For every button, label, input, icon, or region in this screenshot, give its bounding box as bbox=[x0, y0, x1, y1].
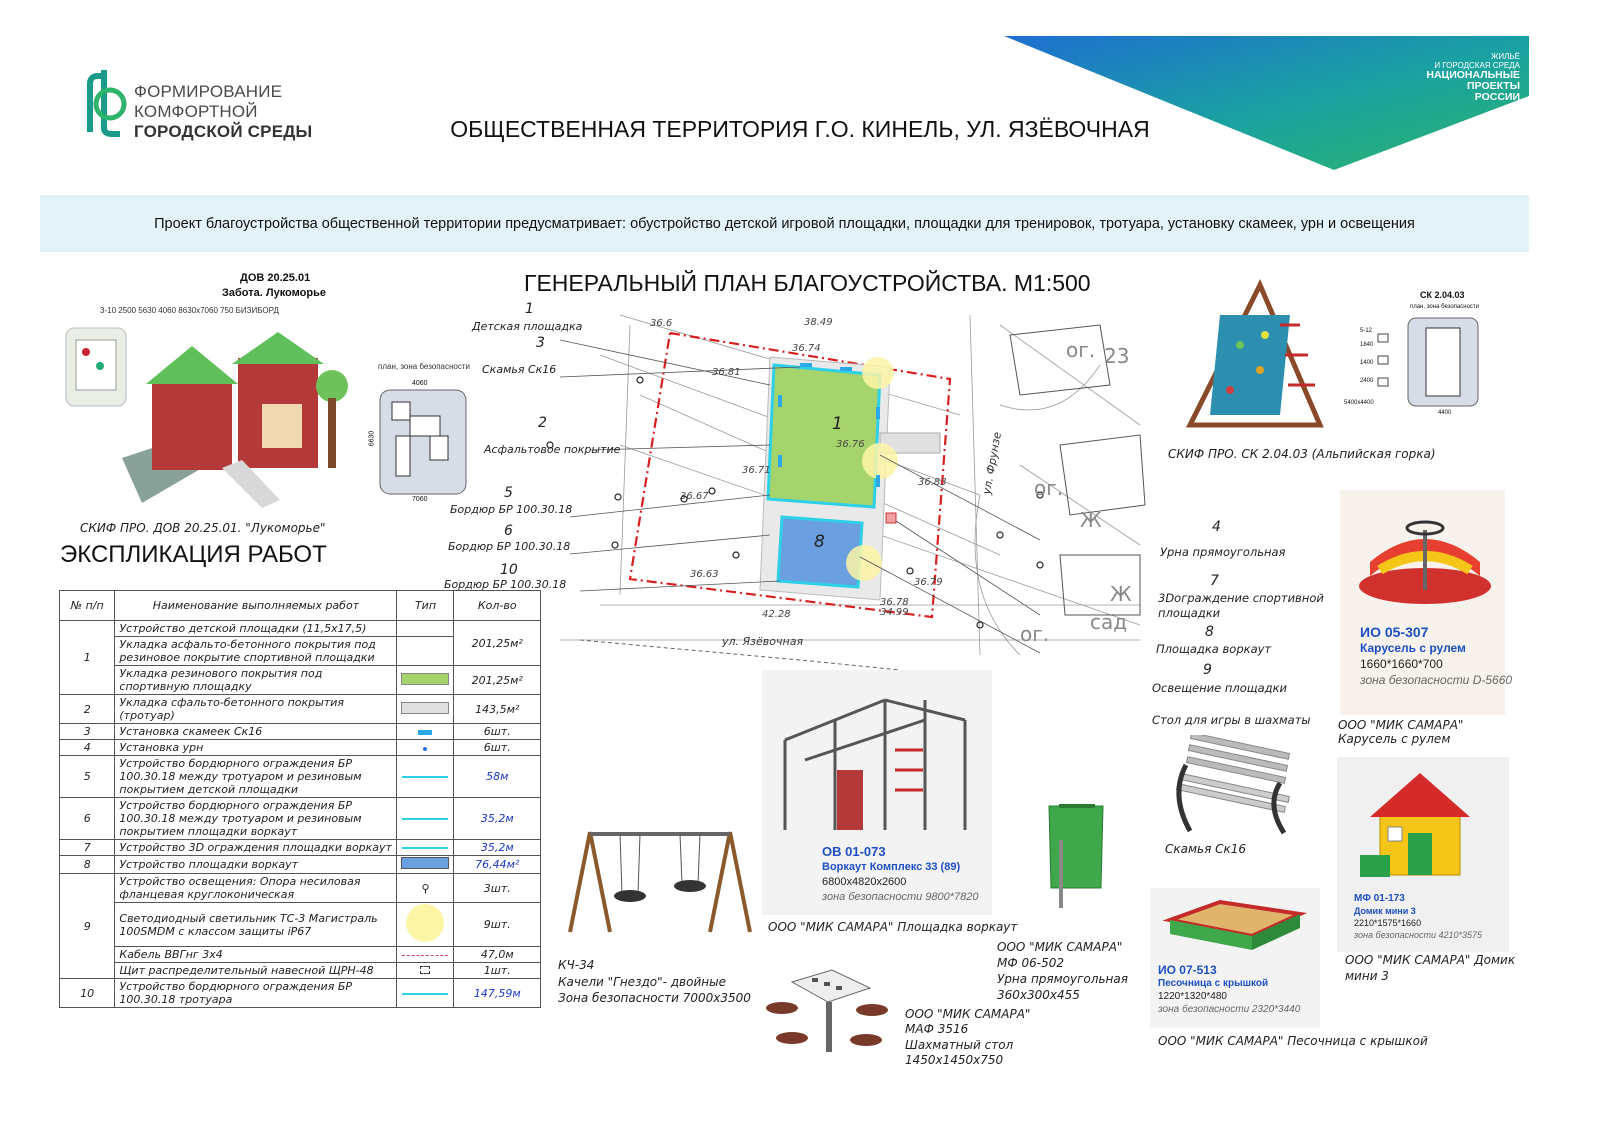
row-type bbox=[397, 740, 454, 756]
fence-line-icon bbox=[402, 847, 448, 849]
sandbox-code: ИО 07-513 bbox=[1158, 963, 1217, 977]
table-row bbox=[60, 947, 541, 963]
playground-image bbox=[62, 318, 362, 518]
row-work: Устройство бордюрного ограждения БР 100.30.18 между тротуаром и резиновым покрытием детской площадки bbox=[115, 756, 397, 798]
area-1-label: 1 bbox=[832, 414, 843, 434]
chess-table-mark bbox=[886, 513, 896, 523]
house-name: Домик мини 3 bbox=[1354, 906, 1416, 916]
row-work: Кабель ВВГнг 3х4 bbox=[115, 947, 397, 963]
bench-image bbox=[1150, 735, 1300, 835]
legend-label: Освещение площадки bbox=[1152, 681, 1288, 695]
elev-label: 36.78 bbox=[880, 597, 909, 608]
carousel-caption: ООО "МИК САМАРА" Карусель с рулем bbox=[1338, 718, 1464, 746]
sk-dim: 5-12 bbox=[1360, 328, 1373, 334]
np-big bbox=[1415, 70, 1520, 103]
curb-line-icon bbox=[402, 993, 448, 995]
row-qty: 58м bbox=[454, 756, 541, 798]
legend-num: 5 bbox=[504, 485, 513, 501]
cable-line-icon bbox=[402, 955, 448, 956]
table-row bbox=[60, 874, 541, 903]
row-qty: 6шт. bbox=[454, 740, 541, 756]
legend-num: 6 bbox=[504, 523, 513, 539]
playground-specs: 3-10 2500 5630 4060 8630х7060 750 БИЗИБОРД bbox=[100, 306, 279, 315]
legend-num: 8 bbox=[1205, 624, 1214, 640]
sk-dim: 2400 bbox=[1360, 378, 1374, 384]
carousel-dim: 1660*1660*700 bbox=[1360, 657, 1443, 671]
elev-label: 42.28 bbox=[762, 609, 791, 620]
np-big-3: РОССИИ bbox=[1474, 91, 1520, 103]
row-work: Устройство бордюрного ограждения БР 100.30.18 между тротуаром и резиновым покрытием площадки воркаут bbox=[115, 798, 397, 840]
np-big-1: НАЦИОНАЛЬНЫЕ bbox=[1426, 69, 1520, 81]
row-qty: 147,59м bbox=[454, 979, 541, 1008]
row-num: 5 bbox=[60, 756, 115, 798]
legend-label: Асфальтовое покрытие bbox=[484, 443, 621, 456]
house-code: МФ 01-173 bbox=[1354, 893, 1405, 904]
row-num: 7 bbox=[60, 840, 115, 856]
carousel-name: Карусель с рулем bbox=[1360, 641, 1466, 655]
row-num: 6 bbox=[60, 798, 115, 840]
legend-num: 4 bbox=[1212, 519, 1221, 535]
house-dim: 2210*1575*1660 bbox=[1354, 918, 1422, 928]
row-type bbox=[397, 856, 454, 874]
row-work: Укладка асфальто-бетонного покрытия под резиновое покрытие спортивной площадки bbox=[115, 637, 397, 666]
row-work: Устройство 3D ограждения площадки воркаут bbox=[115, 840, 397, 856]
light-zone bbox=[862, 443, 898, 479]
row-work: Установка скамеек Ск16 bbox=[115, 724, 397, 740]
buildings bbox=[1010, 325, 1145, 615]
map-label: ог. bbox=[1066, 338, 1096, 362]
urn-caption: Урна прямоугольная bbox=[997, 972, 1128, 986]
chess-caption: Шахматный стол bbox=[905, 1038, 1014, 1052]
house-zone: зона безопасности 4210*3575 bbox=[1354, 930, 1483, 940]
bench-caption: Скамья Ск16 bbox=[1165, 842, 1247, 856]
table-row bbox=[60, 798, 541, 840]
row-qty: 9шт. bbox=[454, 903, 541, 947]
row-type bbox=[397, 874, 454, 903]
playground-dim-bottom: 7060 bbox=[412, 496, 428, 503]
chess-caption: 1450х1450х750 bbox=[905, 1053, 1004, 1067]
row-work: Щит распределительный навесной ЩРН-48 bbox=[115, 963, 397, 979]
carousel-code: ИО 05-307 bbox=[1360, 624, 1429, 640]
table-row bbox=[60, 740, 541, 756]
chess-caption: МАФ 3516 bbox=[905, 1022, 969, 1036]
area-1-playground bbox=[768, 365, 880, 507]
map-label: сад bbox=[1090, 610, 1128, 634]
row-type bbox=[397, 695, 454, 724]
playground-dim-w: 4060 bbox=[412, 380, 428, 387]
map-labels bbox=[1020, 338, 1132, 646]
row-num: 4 bbox=[60, 740, 115, 756]
area-8-label: 8 bbox=[814, 532, 825, 552]
page-title: ОБЩЕСТВЕННАЯ ТЕРРИТОРИЯ Г.О. КИНЕЛЬ, УЛ. ЯЗЁВОЧНАЯ bbox=[450, 116, 1150, 142]
elev-label: 36.79 bbox=[914, 577, 943, 588]
sandbox-zone: зона безопасности 2320*3440 bbox=[1158, 1004, 1301, 1015]
logo-text-line3: ГОРОДСКОЙ СРЕДЫ bbox=[134, 122, 313, 141]
legend-num: 7 bbox=[1210, 573, 1219, 589]
urn-image bbox=[1045, 800, 1110, 910]
map-label: 23 bbox=[1104, 344, 1130, 368]
elev-label: 36.76 bbox=[836, 439, 865, 450]
map-label: ог. bbox=[1020, 622, 1050, 646]
lamp-post-icon: ⚲ bbox=[421, 881, 430, 895]
np-small-1: ЖИЛЬЁ bbox=[1491, 52, 1520, 61]
elev-label: 38.49 bbox=[804, 317, 833, 328]
swing-caption: Качели "Гнездо"- двойные bbox=[558, 975, 726, 989]
np-big-2: ПРОЕКТЫ bbox=[1467, 80, 1520, 92]
asphalt-swatch bbox=[401, 702, 449, 714]
legend-num: 3 bbox=[536, 335, 545, 351]
sk-code: СК 2.04.03 bbox=[1420, 290, 1465, 300]
row-work: Укладка резинового покрытия под спортивную площадку bbox=[115, 666, 397, 695]
legend-num: 2 bbox=[538, 415, 547, 431]
chess-table-image bbox=[762, 960, 892, 1070]
carousel-zone: зона безопасности D-5660 bbox=[1360, 673, 1513, 687]
legend-num: 9 bbox=[1203, 662, 1212, 678]
map-label: Ж bbox=[1080, 508, 1102, 532]
np-small-2: И ГОРОДСКАЯ СРЕДА bbox=[1434, 61, 1520, 70]
row-num: 10 bbox=[60, 979, 115, 1008]
chess-caption: ООО "МИК САМАРА" bbox=[905, 1007, 1031, 1021]
legend-label: 3Dограждение спортивной bbox=[1158, 591, 1324, 605]
swing-caption: Зона безопасности 7000х3500 bbox=[558, 991, 751, 1005]
legend-label: Бордюр БР 100.30.18 bbox=[444, 578, 567, 591]
row-work: Устройство освещения: Опора несиловая фланцевая круглоконическая bbox=[115, 874, 397, 903]
national-projects-logo bbox=[1415, 52, 1520, 103]
legend-label: Площадка воркаут bbox=[1156, 642, 1272, 656]
table-row bbox=[60, 903, 541, 947]
sandbox-caption: ООО "МИК САМАРА" Песочница с крышкой bbox=[1158, 1034, 1428, 1048]
row-type bbox=[397, 963, 454, 979]
house-caption: мини 3 bbox=[1345, 969, 1389, 983]
legend-label: Бордюр БР 100.30.18 bbox=[450, 503, 573, 516]
bench-icon bbox=[418, 730, 432, 735]
elev-label: 36.83 bbox=[918, 477, 947, 488]
row-qty: 6шт. bbox=[454, 724, 541, 740]
sk-dim: 1400 bbox=[1360, 360, 1374, 366]
row-work: Светодиодный светильник ТС-3 Магистраль 100SMDM с классом защиты iP67 bbox=[115, 903, 397, 947]
light-zone bbox=[846, 545, 882, 581]
row-qty: 201,25м² bbox=[454, 666, 541, 695]
climbing-frame-image bbox=[1170, 275, 1340, 435]
sk-caption: СКИФ ПРО. СК 2.04.03 (Альпийская горка) bbox=[1168, 447, 1436, 461]
col-type: Тип bbox=[397, 591, 454, 621]
row-type bbox=[397, 947, 454, 963]
light-zone bbox=[862, 357, 894, 389]
elev-label: 36.71 bbox=[742, 465, 771, 476]
row-type bbox=[397, 979, 454, 1008]
map-label: Ж bbox=[1110, 582, 1132, 606]
row-type bbox=[397, 724, 454, 740]
plan-legend-left bbox=[444, 301, 621, 591]
row-work: Устройство площадки воркаут bbox=[115, 856, 397, 874]
playground-plan-label: план, зона безопасности bbox=[378, 362, 471, 371]
legend-num: 1 bbox=[525, 301, 534, 317]
row-num: 8 bbox=[60, 856, 115, 874]
row-work: Устройство бордюрного ограждения БР 100.30.18 тротуара bbox=[115, 979, 397, 1008]
col-work: Наименование выполняемых работ bbox=[115, 591, 397, 621]
rubber-swatch bbox=[401, 673, 449, 685]
row-work: Установка урн bbox=[115, 740, 397, 756]
col-qty: Кол-во bbox=[454, 591, 541, 621]
urn-icon bbox=[423, 747, 427, 751]
logo-icon bbox=[82, 62, 130, 138]
logo-text-line2: КОМФОРТНОЙ bbox=[134, 102, 258, 121]
light-zone-icon bbox=[406, 904, 444, 942]
carousel-image bbox=[1350, 500, 1500, 610]
workout-image bbox=[775, 680, 985, 840]
row-qty: 76,44м² bbox=[454, 856, 541, 874]
swing-caption: КЧ-34 bbox=[558, 958, 595, 972]
row-qty: 201,25м² bbox=[454, 621, 541, 666]
urn-caption: ООО "МИК САМАРА" bbox=[997, 940, 1123, 954]
elev-label: 36.74 bbox=[792, 343, 821, 354]
row-num: 3 bbox=[60, 724, 115, 740]
row-type bbox=[397, 756, 454, 798]
urn-caption: МФ 06-502 bbox=[997, 956, 1065, 970]
playground-caption: СКИФ ПРО. ДОВ 20.25.01. "Лукоморье" bbox=[80, 521, 326, 535]
elev-label: 36.63 bbox=[690, 569, 719, 580]
sandbox-name: Песочница с крышкой bbox=[1158, 978, 1269, 989]
legend-label: площадки bbox=[1158, 606, 1221, 620]
urn-caption: 360х300х455 bbox=[997, 988, 1080, 1002]
row-qty: 35,2м bbox=[454, 798, 541, 840]
row-qty: 143,5м² bbox=[454, 695, 541, 724]
sk-plan-label: план, зона безопасности bbox=[1410, 304, 1480, 310]
legend-label: Стол для игры в шахматы bbox=[1152, 713, 1311, 727]
elev-label: 36.67 bbox=[680, 491, 709, 502]
workout-caption: ООО "МИК САМАРА" Площадка воркаут bbox=[768, 920, 1018, 934]
curb-line-icon bbox=[402, 818, 448, 820]
map-label: ог. bbox=[1034, 476, 1064, 500]
row-type bbox=[397, 798, 454, 840]
workout-name: Воркаут Комплекс 33 (89) bbox=[822, 861, 961, 873]
house-image bbox=[1360, 765, 1485, 885]
playground-code: ДОВ 20.25.01 bbox=[240, 272, 311, 284]
curb-line-icon bbox=[402, 776, 448, 778]
row-qty: 47,0м bbox=[454, 947, 541, 963]
row-num: 2 bbox=[60, 695, 115, 724]
row-type bbox=[397, 840, 454, 856]
project-description: Проект благоустройства общественной территории предусматривает: обустройство детской игровой площадки, площадки для тренировок, тротуара, установку скамеек, урн и освещения bbox=[154, 216, 1415, 232]
general-plan bbox=[440, 295, 1165, 670]
switchboard-icon bbox=[420, 966, 430, 974]
elev-label: 34.99 bbox=[880, 607, 909, 618]
row-type bbox=[397, 903, 454, 947]
legend-label: Бордюр БР 100.30.18 bbox=[448, 540, 571, 553]
elev-label: 36.6 bbox=[650, 318, 673, 329]
street-label: ул. Язёвочная bbox=[722, 635, 804, 648]
table-row bbox=[60, 856, 541, 874]
legend-label: Детская площадка bbox=[472, 320, 583, 333]
workout-code: ОВ 01-073 bbox=[822, 844, 886, 859]
table-row bbox=[60, 979, 541, 1008]
sk-safety-plan bbox=[1356, 312, 1486, 412]
swing-image bbox=[560, 822, 755, 942]
row-qty: 1шт. bbox=[454, 963, 541, 979]
row-work: Укладка сфальто-бетонного покрытия (тротуар) bbox=[115, 695, 397, 724]
table-row bbox=[60, 840, 541, 856]
table-row bbox=[60, 695, 541, 724]
logo-text-line1: ФОРМИРОВАНИЕ bbox=[134, 82, 283, 101]
house-caption: ООО "МИК САМАРА" Домик bbox=[1345, 953, 1516, 967]
legend-num: 10 bbox=[500, 562, 518, 578]
sk-dim: 5400х4400 bbox=[1344, 400, 1374, 406]
row-qty: 3шт. bbox=[454, 874, 541, 903]
workout-zone: зона безопасности 9800*7820 bbox=[822, 891, 979, 903]
legend-label: Урна прямоугольная bbox=[1160, 545, 1286, 559]
sk-dim: 4400 bbox=[1438, 410, 1452, 416]
table-row bbox=[60, 724, 541, 740]
table-row bbox=[60, 963, 541, 979]
sk-dim: 1840 bbox=[1360, 342, 1374, 348]
area-8-workout bbox=[778, 517, 862, 587]
workout-dim: 6800х4820х2600 bbox=[822, 876, 907, 888]
sandbox-image bbox=[1160, 890, 1310, 960]
playground-dim-h: 6630 bbox=[368, 430, 376, 447]
plan-title: ГЕНЕРАЛЬНЫЙ ПЛАН БЛАГОУСТРОЙСТВА. М1:500 bbox=[524, 270, 1091, 296]
elev-label: 36.81 bbox=[712, 367, 741, 378]
legend-label: Скамья Ск16 bbox=[482, 363, 557, 376]
playground-name: Забота. Лукоморье bbox=[222, 287, 326, 299]
row-num: 1 bbox=[60, 621, 115, 695]
sandbox-dim: 1220*1320*480 bbox=[1158, 991, 1227, 1002]
row-num: 9 bbox=[60, 874, 115, 979]
street-label: ул. Фрунзе bbox=[980, 430, 1004, 496]
row-qty: 35,2м bbox=[454, 840, 541, 856]
table-row bbox=[60, 756, 541, 798]
explication-title: ЭКСПЛИКАЦИЯ РАБОТ bbox=[60, 541, 327, 568]
row-work: Устройство детской площадки (11,5х17,5) bbox=[115, 621, 397, 637]
workout-swatch bbox=[401, 857, 449, 869]
col-num: № п/п bbox=[60, 591, 115, 621]
